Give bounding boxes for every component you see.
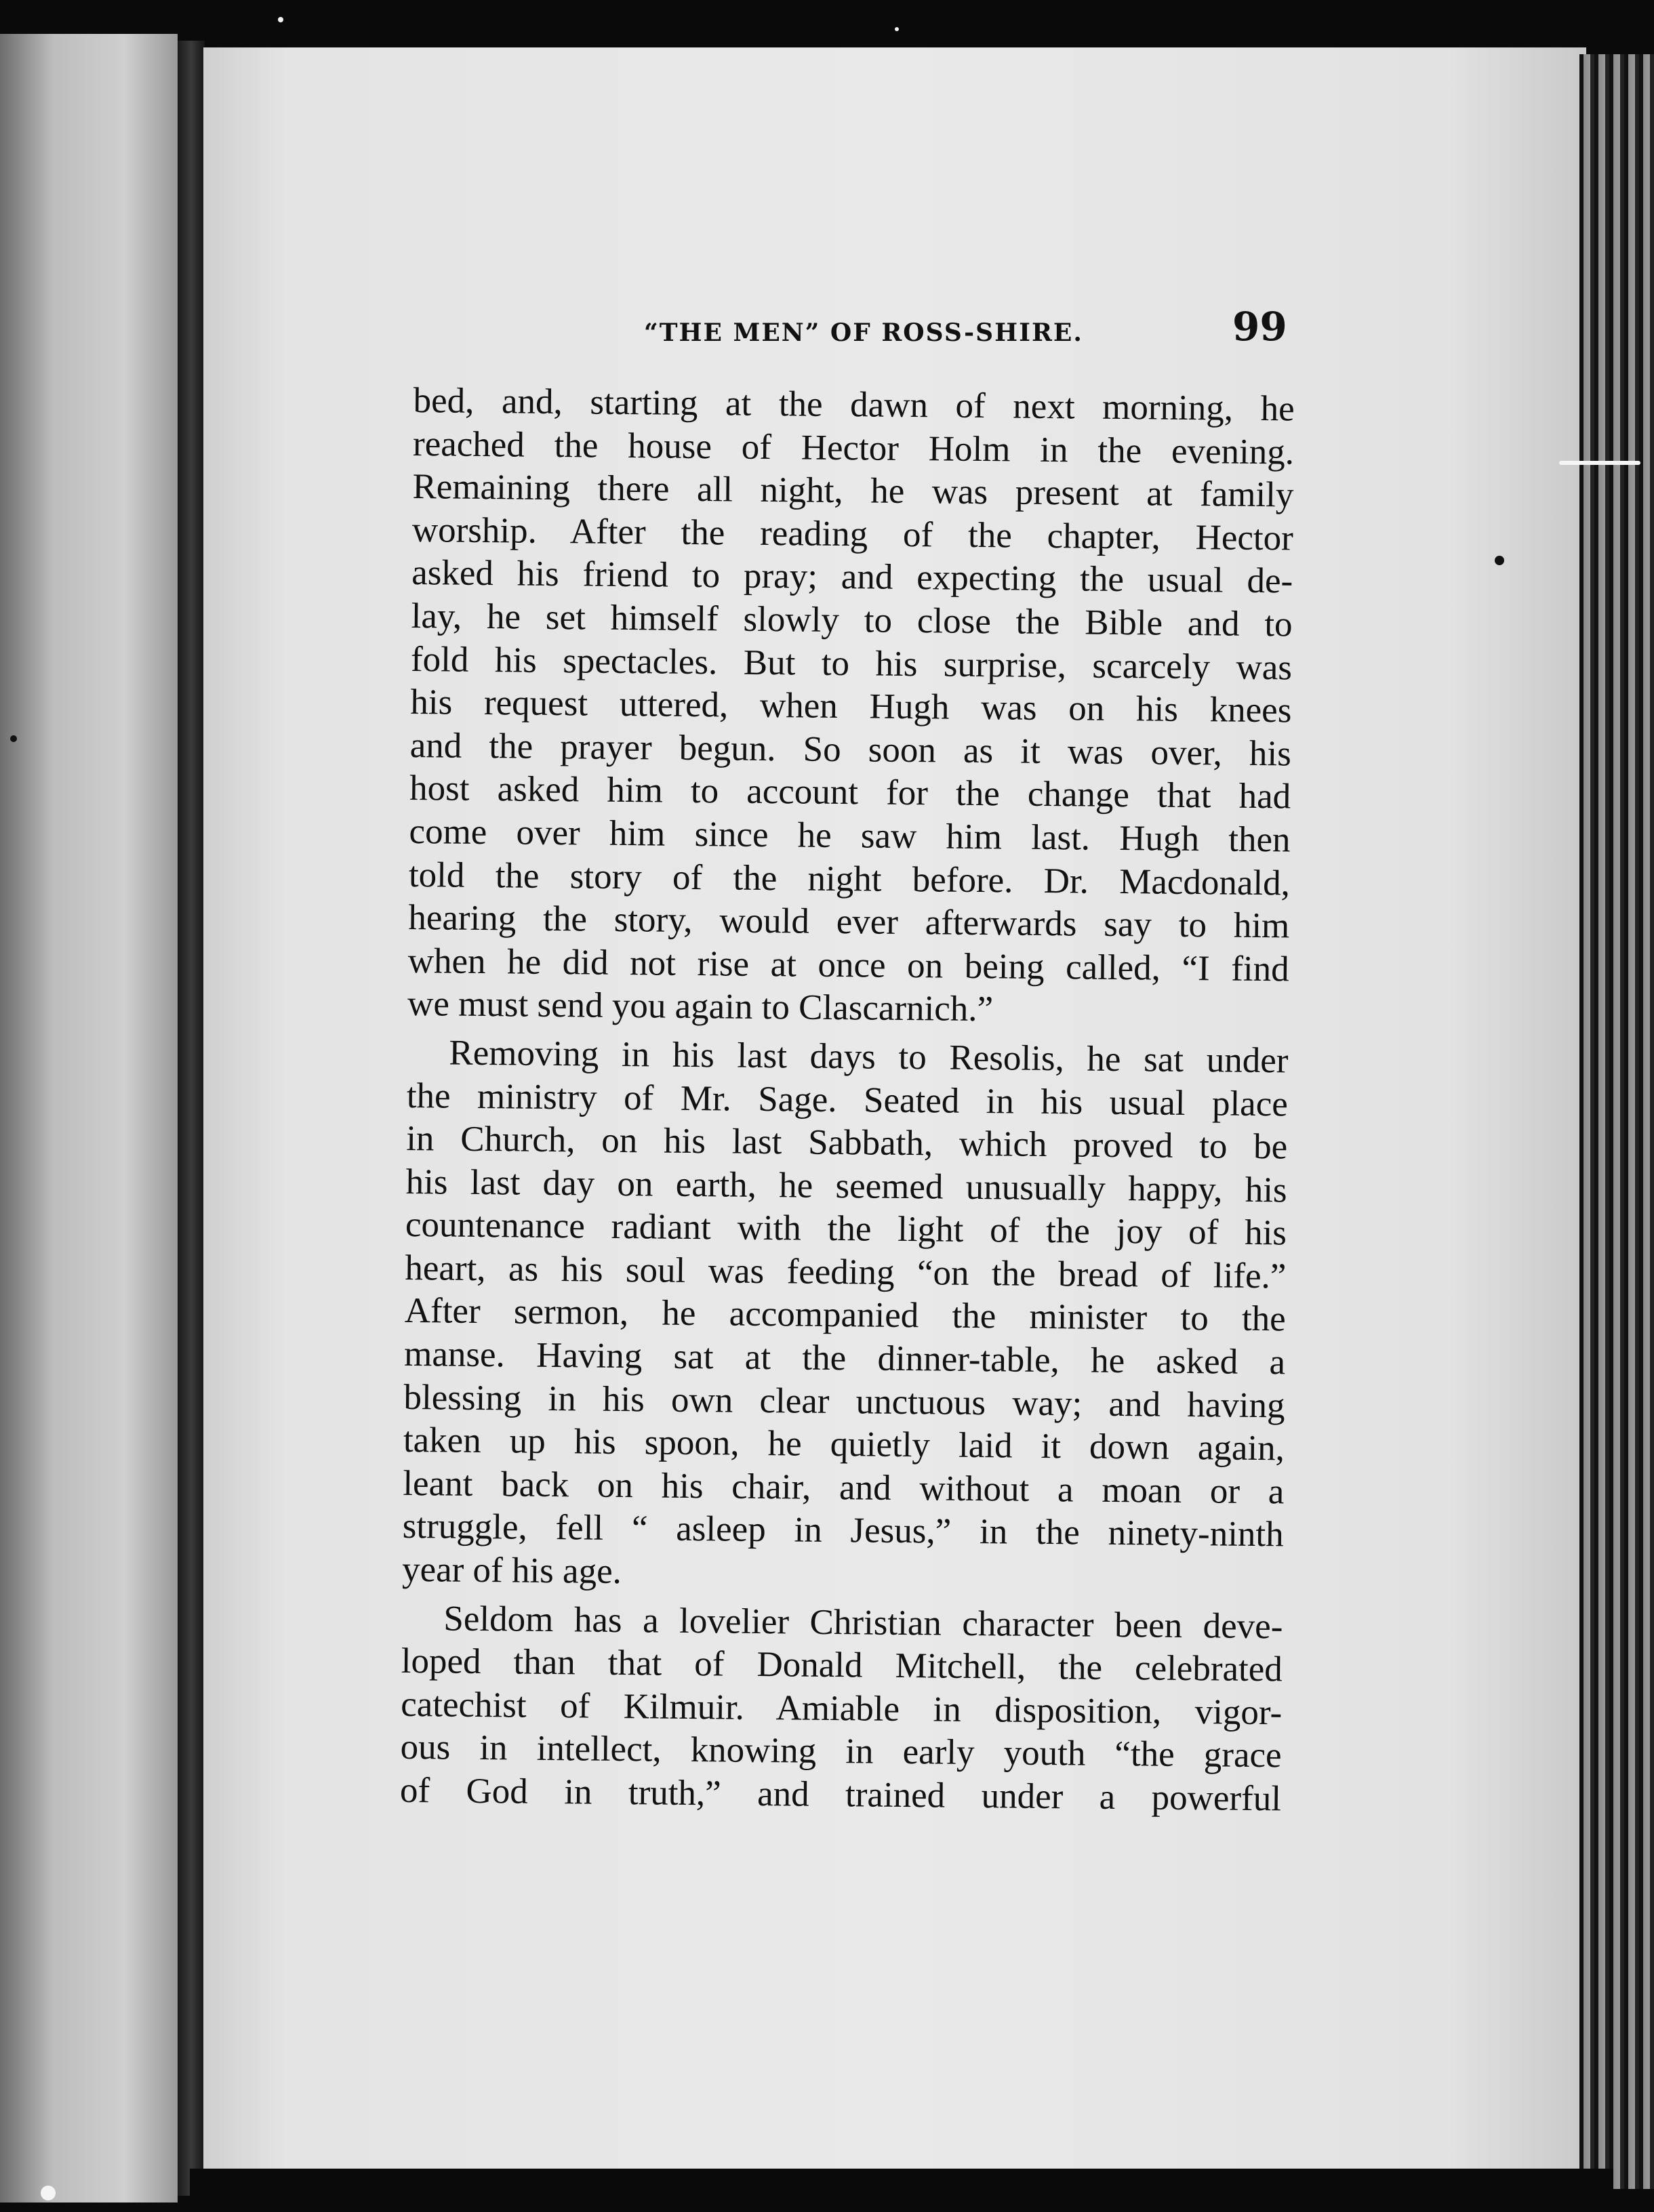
text-line: host asked him to account for the change that had [409, 769, 1291, 817]
page-header [420, 304, 1302, 365]
text-line: taken up his spoon, he quietly laid it down again, [403, 1420, 1285, 1469]
text-line: when he did not rise at once on being called, “I find [407, 941, 1289, 989]
text-line: his request uttered, when Hugh was on his knees [410, 682, 1292, 731]
paragraph [400, 1597, 1283, 1821]
text-line: lay, he set himself slowly to close the Bible and to [411, 596, 1293, 644]
scan-speck [1495, 556, 1504, 565]
text-line: catechist of Kilmuir. Amiable in disposition, vigor- [400, 1684, 1283, 1733]
scan-speck [895, 27, 899, 31]
text-line: the ministry of Mr. Sage. Seated in his usual place [406, 1076, 1289, 1124]
scan-speck [278, 17, 283, 22]
text-line: blessing in his own clear unctuous way; and having [403, 1377, 1285, 1426]
text-line: ous in intellect, knowing in early youth “the grace [400, 1727, 1282, 1776]
text-line: of God in truth,” and trained under a powerful [399, 1770, 1282, 1819]
text-line: manse. Having sat at the dinner-table, he asked a [403, 1334, 1286, 1382]
paragraph [407, 380, 1295, 1034]
text-line: After sermon, he accompanied the minister to the [404, 1291, 1287, 1339]
text-line: asked his friend to pray; and expecting the usual de- [411, 553, 1293, 601]
running-head: “THE MEN” OF ROSS-SHIRE. [644, 319, 1083, 347]
book-gutter [178, 41, 205, 2196]
text-line: Remaining there all night, he was present at family [412, 467, 1294, 515]
text-line: worship. After the reading of the chapter, Hector [411, 510, 1294, 558]
text-line: leant back on his chair, and without a moan or a [403, 1463, 1285, 1512]
page-edges [1579, 54, 1654, 2189]
text-line: fold his spectacles. But to his surprise, scarcely was [410, 639, 1293, 688]
scan-border [190, 2169, 1613, 2212]
text-line: hearing the story, would ever afterwards say to him [408, 898, 1290, 946]
text-line: in Church, on his last Sabbath, which proved to be [405, 1119, 1288, 1167]
text-line: Removing in his last days to Resolis, he sat under [449, 1033, 1289, 1081]
text-line: year of his age. [401, 1549, 622, 1592]
paragraph [402, 1031, 1289, 1600]
page-number: 99 [1232, 304, 1287, 350]
text-line: his last day on earth, he seemed unusually happy, his [405, 1162, 1287, 1210]
text-line: and the prayer begun. So soon as it was over, his [409, 725, 1292, 774]
facing-page-edge [0, 34, 178, 2203]
scan-speck [10, 735, 17, 742]
scan-speck [1559, 461, 1640, 465]
text-line: bed, and, starting at the dawn of next morning, he [413, 380, 1295, 429]
text-line: struggle, fell “ asleep in Jesus,” in the ninety-ninth [402, 1507, 1284, 1555]
text-line: come over him since he saw him last. Hugh then [409, 811, 1291, 860]
text-line: we must send you again to Clascarnich.” [407, 984, 994, 1029]
text-line: reached the house of Hector Holm in the evening. [412, 424, 1295, 472]
scan-speck [41, 2186, 56, 2200]
text-line: heart, as his soul was feeding “on the bread of life.” [405, 1248, 1287, 1296]
text-line: countenance radiant with the light of the joy of his [405, 1205, 1287, 1253]
body-text [400, 380, 1295, 1826]
text-line: told the story of the night before. Dr. Macdonald, [408, 855, 1291, 903]
text-line: loped than that of Donald Mitchell, the celebrated [401, 1641, 1283, 1689]
text-line: Seldom has a lovelier Christian character been deve- [443, 1599, 1283, 1647]
